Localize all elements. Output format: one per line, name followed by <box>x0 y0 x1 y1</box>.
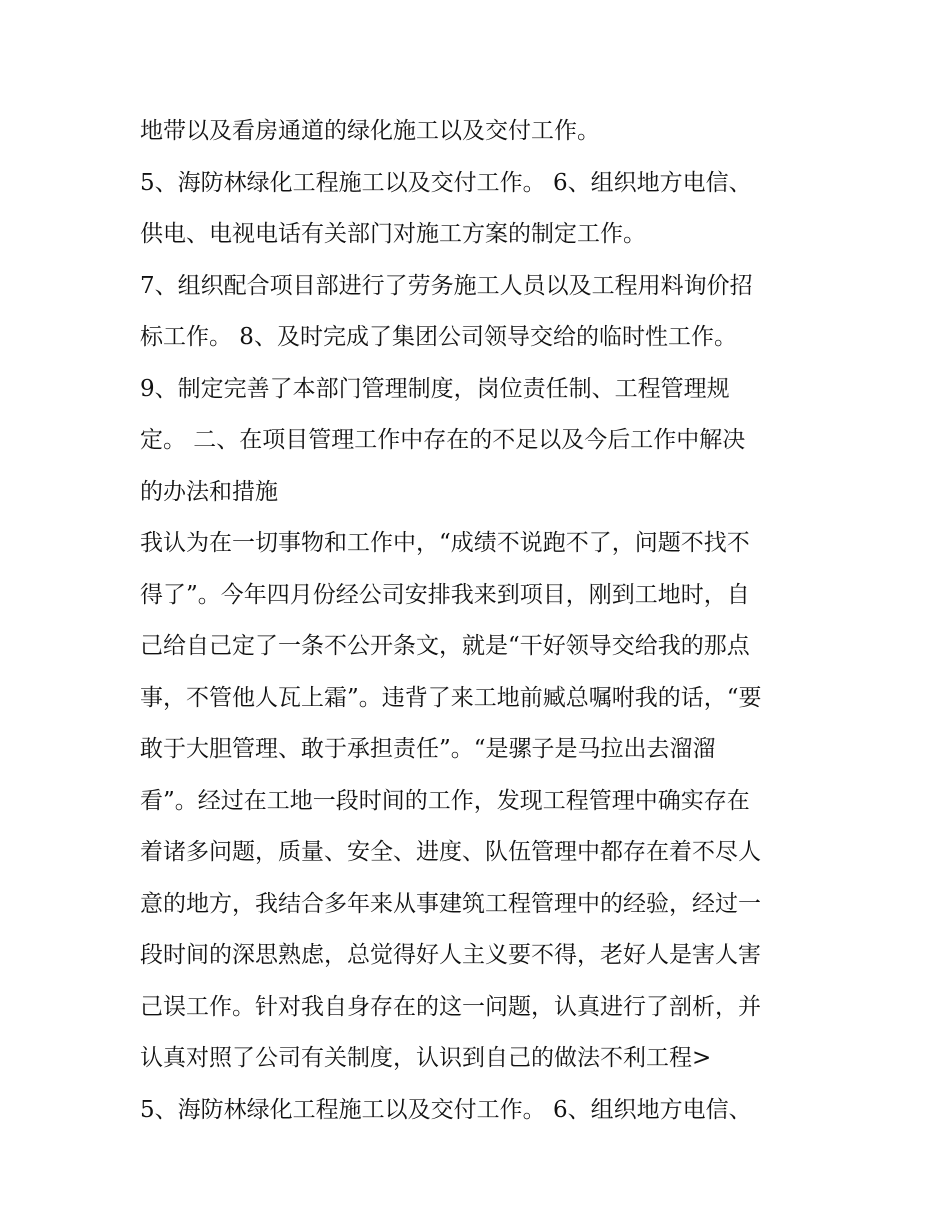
text-line-14: 看”。经过在工地一段时间的工作，发现工程管理中确实存在 <box>140 787 750 814</box>
text-line-20: 5、海防林绿化工程施工以及交付工作。 6、组织地方电信、 <box>140 1096 752 1123</box>
text-line-18: 己误工作。针对我自身存在的这一问题，认真进行了剖析，并 <box>140 993 761 1020</box>
text-line-6: 9、制定完善了本部门管理制度，岗位责任制、工程管理规 <box>140 375 730 402</box>
text-line-9: 我认为在一切事物和工作中，“成绩不说跑不了，问题不找不 <box>140 530 750 556</box>
text-line-3: 供电、电视电话有关部门对施工方案的制定工作。 <box>140 221 646 247</box>
text-line-1: 地带以及看房通道的绿化施工以及交付工作。 <box>140 118 600 144</box>
text-line-4: 7、组织配合项目部进行了劳务施工人员以及工程用料询价招 <box>140 272 753 299</box>
text-line-5: 标工作。 8、及时完成了集团公司领导交给的临时性工作。 <box>140 324 737 350</box>
text-line-11: 己给自己定了一条不公开条文，就是“干好领导交给我的那点 <box>140 633 750 659</box>
text-line-10: 得了”。今年四月份经公司安排我来到项目，刚到工地时，自 <box>140 581 750 608</box>
text-line-17: 段时间的深思熟虑，总觉得好人主义要不得，老好人是害人害 <box>140 942 761 968</box>
text-line-12: 事，不管他人瓦上霜”。违背了来工地前臧总嘱咐我的话，“要 <box>140 684 762 711</box>
text-line-19: 认真对照了公司有关制度，认识到自己的做法不利工程> <box>140 1045 712 1071</box>
text-line-16: 意的地方，我结合多年来从事建筑工程管理中的经验，经过一 <box>140 890 761 917</box>
text-line-7: 定。 二、在项目管理工作中存在的不足以及今后工作中解决 <box>140 427 746 453</box>
document-body <box>140 106 820 1136</box>
text-line-2: 5、海防林绿化工程施工以及交付工作。 6、组织地方电信、 <box>140 169 752 196</box>
text-line-8: 的办法和措施 <box>140 478 278 505</box>
text-line-13: 敢于大胆管理、敢于承担责任”。“是骡子是马拉出去溜溜 <box>140 736 716 762</box>
text-line-15: 着诸多问题，质量、安全、进度、队伍管理中都存在着不尽人 <box>140 839 761 865</box>
